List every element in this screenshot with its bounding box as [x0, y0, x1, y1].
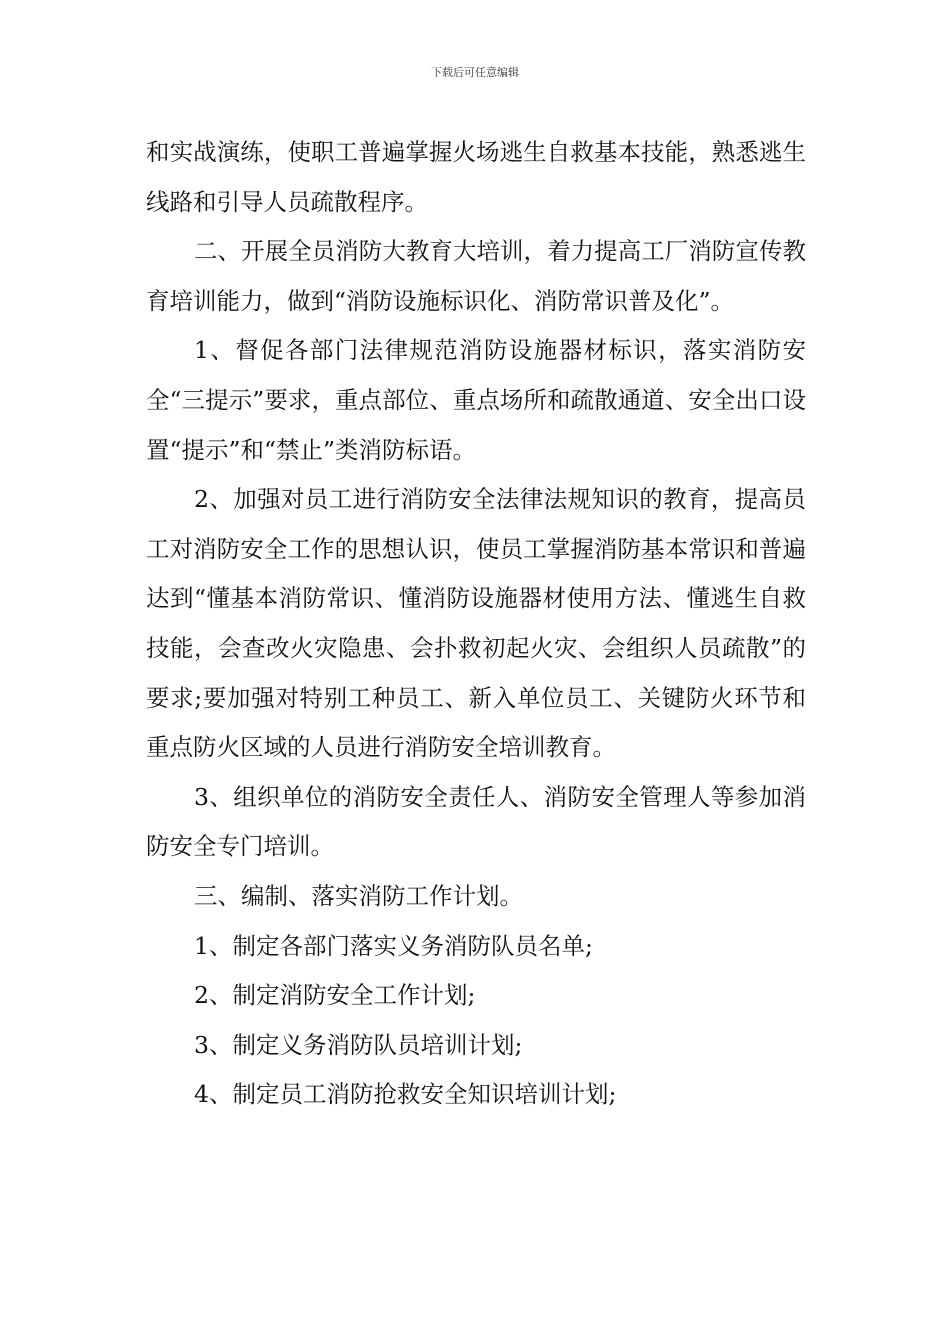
list-item-plan-1: 1、制定各部门落实义务消防队员名单;	[194, 931, 593, 960]
paragraph-item-1: 1、督促各部门法律规范消防设施器材标识，落实消防安全“三提示”要求，重点部位、重点场所和疏散通道、安全出口设置“提示”和“禁止”类消防标语。	[146, 336, 806, 464]
paragraph-section-2-heading: 二、开展全员消防大教育大培训，着力提高工厂消防宣传教育培训能力，做到“消防设施标识化、消防常识普及化”。	[146, 237, 806, 315]
list-item-plan-3: 3、制定义务消防队员培训计划;	[194, 1030, 523, 1059]
paragraph-item-2: 2、加强对员工进行消防安全法律法规知识的教育，提高员工对消防安全工作的思想认识，使员工掌握消防基本常识和普遍达到“懂基本消防常识、懂消防设施器材使用方法、懂逃生自救技能，会查改火灾隐患、会扑救初起火灾、会组织人员疏散”的要求;要加强对特别工种员工、新入单位员工、关键防火环节和重点防火区域的人员进行消防安全培训教育。	[146, 485, 806, 762]
paragraph-section-3-heading: 三、编制、落实消防工作计划。	[194, 881, 523, 910]
paragraph-continuation: 和实战演练，使职工普遍掌握火场逃生自救基本技能，熟悉逃生线路和引导人员疏散程序。	[146, 138, 806, 216]
paragraph-item-3: 3、组织单位的消防安全责任人、消防安全管理人等参加消防安全专门培训。	[146, 782, 806, 861]
document-body	[146, 128, 806, 1120]
list-item-plan-4: 4、制定员工消防抢救安全知识培训计划;	[194, 1080, 617, 1109]
list-item-plan-2: 2、制定消防安全工作计划;	[194, 981, 476, 1010]
page-header: 下载后可任意编辑	[431, 66, 519, 79]
